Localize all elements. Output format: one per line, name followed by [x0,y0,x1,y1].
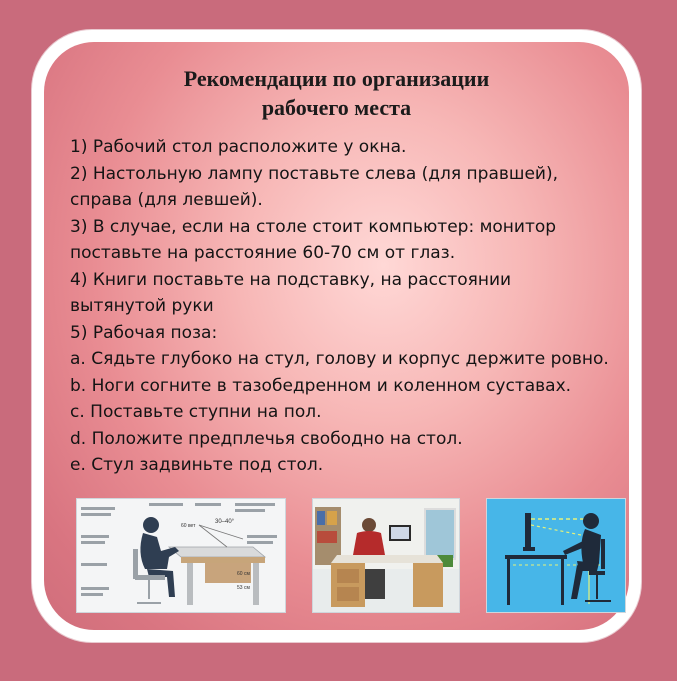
title-line-1: Рекомендации по организации [183,66,490,91]
list-item: 2) Настольную лампу поставьте слева (для правшей), [70,163,558,184]
sub-list-item: d. Положите предплечья свободно на стол. [70,428,463,449]
list-item: 5) Рабочая поза: [70,322,218,343]
ergonomics-diagram-icon [77,499,285,612]
sub-list-item: a. Сядьте глубоко на стул, голову и корпус держите ровно. [70,349,609,369]
posture-silhouette-image [486,498,626,613]
svg-text:30–40°: 30–40° [215,519,235,525]
svg-text:60 см: 60 см [237,571,250,577]
list-item: вытянутой руки [70,296,214,316]
list-item: справа (для левшей). [70,190,263,210]
card-frame [32,30,641,642]
sub-list-item: b. Ноги согните в тазобедренном и коленном суставах. [70,375,572,396]
svg-text:60 вет: 60 вет [181,523,196,529]
sub-list-item: c. Поставьте ступни на пол. [70,402,322,422]
student-at-desk-icon [313,499,459,612]
sub-list-item: e. Стул задвиньте под стол. [70,455,324,475]
list-item: поставьте на расстояние 60-70 см от глаз. [70,243,456,263]
svg-text:53 см: 53 см [237,585,250,591]
page-title [44,64,629,122]
list-item: 1) Рабочий стол расположите у окна. [70,137,407,157]
title-line-2: рабочего места [261,95,412,120]
ergonomics-diagram-image [76,498,286,613]
list-item: 4) Книги поставьте на подставку, на расстоянии [70,269,512,290]
posture-silhouette-icon [487,499,625,612]
card-content [44,42,629,630]
list-item: 3) В случае, если на столе стоит компьютер: монитор [70,216,557,237]
student-at-desk-image [312,498,460,613]
recommendations-list [70,134,650,479]
